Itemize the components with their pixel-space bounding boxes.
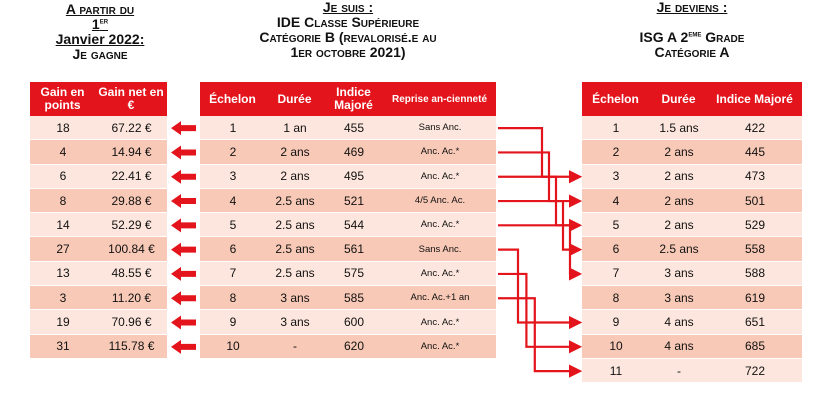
middle-heading-line1: Je suis : [322,0,374,15]
duree: 3 ans [266,310,324,334]
mapping-arrow-7 [498,274,580,347]
gain-net: 67.22 € [96,116,167,140]
gain-net: 22.41 € [96,165,167,189]
gain-arrow-10 [171,340,196,354]
echelon: 3 [582,165,650,189]
gain-arrow-2 [171,145,196,159]
right-heading-line2-sup: eme [688,29,702,39]
gain-net: 70.96 € [96,310,167,334]
indice: 455 [324,116,384,140]
echelon: 6 [582,237,650,261]
header-echelon: Échelon [200,82,266,116]
left-heading-line4: Je gagne [72,46,128,62]
middle-heading-line2: IDE Classe Supérieure [276,14,420,30]
middle-heading-line3: Catégorie B (revalorisé.e au [259,29,437,45]
duree: 4 ans [650,310,708,334]
reprise: Sans Anc. [384,237,496,261]
echelon: 10 [582,335,650,359]
gain-points: 3 [30,286,96,310]
left-heading-line2-main: 1 [91,16,100,32]
gain-arrow-4 [171,194,196,208]
indice: 445 [708,140,802,164]
gain-net: 29.88 € [96,189,167,213]
gain-net: 115.78 € [96,335,167,359]
left-heading-line3: Janvier 2022: [55,31,145,47]
reprise: Anc. Ac.+1 an [384,286,496,310]
middle-heading-line4: 1er octobre 2021) [290,44,406,60]
duree: 2.5 ans [266,189,324,213]
header-gain-points: Gain en points [30,82,96,116]
indice: 501 [708,189,802,213]
gain-net: 52.29 € [96,213,167,237]
gain-arrow-9 [171,316,196,330]
duree: 2 ans [650,165,708,189]
echelon: 1 [200,116,266,140]
echelon: 2 [582,140,650,164]
header-gain-net: Gain net en € [96,82,167,116]
right-heading-line2-b: Grade [701,29,745,45]
gain-net: 48.55 € [96,262,167,286]
duree: 4 ans [650,335,708,359]
indice: 469 [324,140,384,164]
echelon: 10 [200,335,266,359]
gain-net: 100.84 € [96,237,167,261]
reprise: Anc. Ac.* [384,165,496,189]
echelon: 6 [200,237,266,261]
indice: 619 [708,286,802,310]
echelon: 5 [200,213,266,237]
indice: 495 [324,165,384,189]
gain-net: 14.94 € [96,140,167,164]
left-heading-line1: A partir du [65,1,135,17]
echelon: 3 [200,165,266,189]
indice: 521 [324,189,384,213]
echelon: 1 [582,116,650,140]
gain-points: 4 [30,140,96,164]
echelon: 8 [200,286,266,310]
duree: 3 ans [650,262,708,286]
duree: 1 an [266,116,324,140]
reprise: 4/5 Anc. Ac. [384,189,496,213]
gain-points: 18 [30,116,96,140]
gain-points: 14 [30,213,96,237]
gain-arrow-7 [171,267,196,281]
indice: 529 [708,213,802,237]
mapping-arrow-6 [498,250,580,323]
echelon: 4 [582,189,650,213]
gain-arrow-8 [171,291,196,305]
duree: 3 ans [650,286,708,310]
duree: - [266,335,324,359]
header-reprise: Reprise an-cienneté [384,82,496,116]
reprise: Anc. Ac.* [384,213,496,237]
gain-points: 8 [30,189,96,213]
indice: 473 [708,165,802,189]
echelon: 2 [200,140,266,164]
echelon: 7 [200,262,266,286]
gain-arrow-6 [171,243,196,257]
echelon: 9 [200,310,266,334]
indice: 558 [708,237,802,261]
mapping-arrow-8 [498,298,580,371]
left-heading-line2-sup: er [99,16,109,26]
duree: 2 ans [266,140,324,164]
indice: 422 [708,116,802,140]
echelon: 11 [582,359,650,383]
reprise: Sans Anc. [384,116,496,140]
header-duree: Durée [650,82,708,116]
echelon: 9 [582,310,650,334]
indice: 600 [324,310,384,334]
duree: 2 ans [266,165,324,189]
header-indice: Indice Majoré [324,82,384,116]
reprise: Anc. Ac.* [384,335,496,359]
header-indice: Indice Majoré [708,82,802,116]
indice: 585 [324,286,384,310]
indice: 651 [708,310,802,334]
duree: 2.5 ans [266,262,324,286]
gain-arrow-5 [171,218,196,232]
duree: 2.5 ans [266,213,324,237]
duree: 3 ans [266,286,324,310]
indice: 575 [324,262,384,286]
duree: 2 ans [650,189,708,213]
echelon: 8 [582,286,650,310]
duree: 2.5 ans [650,237,708,261]
right-heading-line3: Catégorie A [654,44,730,60]
gain-points: 27 [30,237,96,261]
header-duree: Durée [266,82,324,116]
echelon: 4 [200,189,266,213]
indice: 620 [324,335,384,359]
indice: 722 [708,359,802,383]
duree: - [650,359,708,383]
gain-points: 13 [30,262,96,286]
gain-points: 6 [30,165,96,189]
gain-points: 19 [30,310,96,334]
indice: 685 [708,335,802,359]
gain-points: 31 [30,335,96,359]
right-heading-line2-a: ISG A 2 [639,29,689,45]
reprise: Anc. Ac.* [384,140,496,164]
gain-arrow-1 [171,121,196,135]
duree: 2 ans [650,140,708,164]
duree: 2 ans [650,213,708,237]
indice: 588 [708,262,802,286]
gain-arrow-3 [171,170,196,184]
echelon: 7 [582,262,650,286]
duree: 1.5 ans [650,116,708,140]
reprise: Anc. Ac.* [384,262,496,286]
gain-net: 11.20 € [96,286,167,310]
echelon: 5 [582,213,650,237]
indice: 561 [324,237,384,261]
reprise: Anc. Ac.* [384,310,496,334]
gain-arrows [171,121,196,354]
header-echelon: Échelon [582,82,650,116]
echelon-mapping-arrows [498,128,580,371]
right-heading-line1: Je deviens : [656,0,728,15]
duree: 2.5 ans [266,237,324,261]
indice: 544 [324,213,384,237]
